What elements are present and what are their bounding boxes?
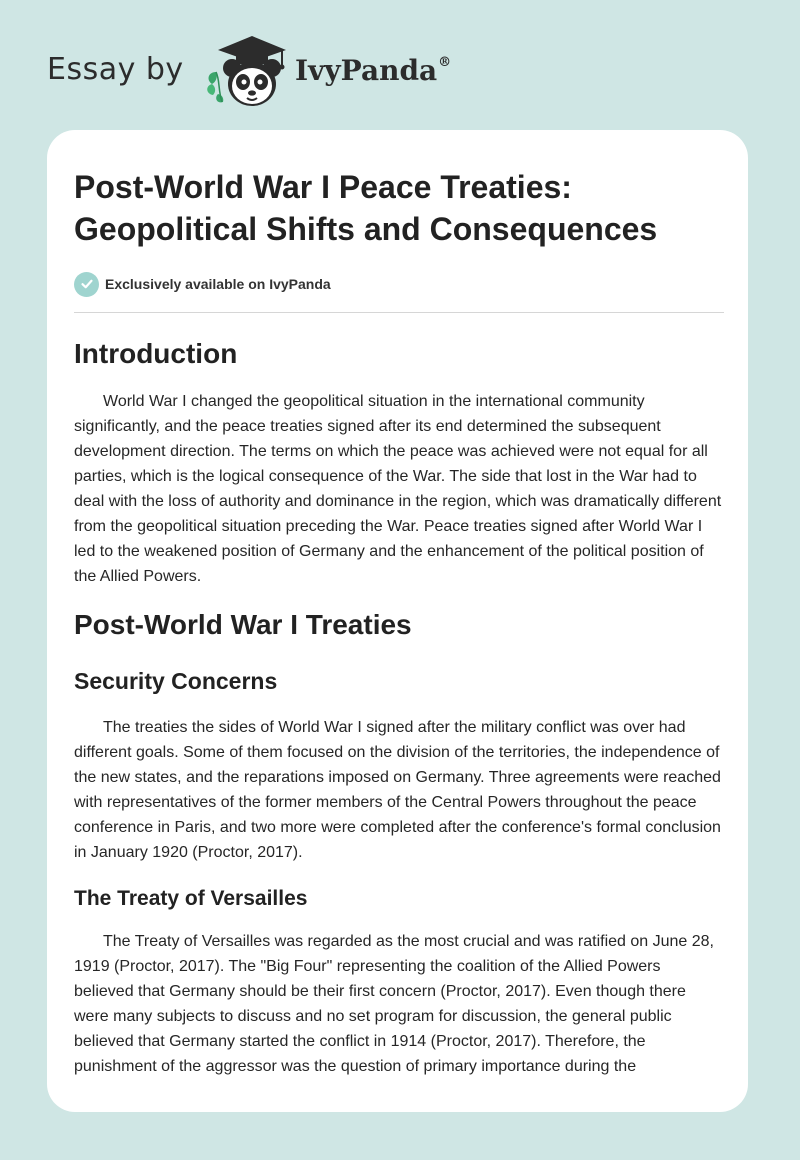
title-line-2: Geopolitical Shifts and Consequences (74, 211, 658, 247)
brand-name-text: IvyPanda (295, 54, 438, 87)
essay-by-label: Essay by (47, 52, 184, 87)
security-concerns-paragraph: The treaties the sides of World War I signed after the military conflict was over had different goals. Some of them focused on the division of the territories, the independence of the new states, and the reparations imposed on Germany. Three agreements were reached with representatives of the former members of the Central Powers throughout the peace conference in Paris, and two more were completed after the conference's formal conclusion in January 1920 (Proctor, 2017). (74, 719, 721, 861)
essay-content (74, 166, 724, 1079)
page-title (74, 166, 724, 250)
security-concerns-heading: Security Concerns (74, 668, 278, 694)
title-line-1: Post-World War I Peace Treaties: (74, 169, 572, 205)
registered-mark: ® (438, 55, 452, 70)
treaties-heading: Post-World War I Treaties (74, 609, 412, 640)
site-header (47, 30, 547, 110)
check-icon (74, 272, 99, 297)
divider (74, 312, 724, 313)
versailles-paragraph: The Treaty of Versailles was regarded as the most crucial and was ratified on June 28, 1919 (Proctor, 2017). The "Big Four" representing the coalition of the Allied Powers believed that Germany should be their first concern (Proctor, 2017). Even though there were many subjects to discuss and no set program for discussion, the general public believed that Germany started the conflict in 1914 (Proctor, 2017). Therefore, the punishment of the aggressor was the question of primary importance during the (74, 933, 714, 1075)
brand-name[interactable] (295, 54, 451, 87)
panda-graduate-icon[interactable] (202, 32, 292, 112)
introduction-paragraph: World War I changed the geopolitical situation in the international community significantly, and the peace treaties signed after its end determined the subsequent development direction. The terms on which the peace was achieved were not equal for all parties, which is the logical consequence of the War. The side that lost in the War had to deal with the loss of authority and dominance in the region, which was dramatically different from the geopolitical situation preceding the War. Peace treaties signed after World War I led to the weakened position of Germany and the enhancement of the political position of the Allied Powers. (74, 393, 722, 585)
exclusive-text: Exclusively available on IvyPanda (105, 276, 331, 292)
exclusive-badge (74, 270, 724, 298)
essay-card (47, 130, 748, 1112)
versailles-heading: The Treaty of Versailles (74, 887, 308, 910)
introduction-heading: Introduction (74, 338, 238, 369)
